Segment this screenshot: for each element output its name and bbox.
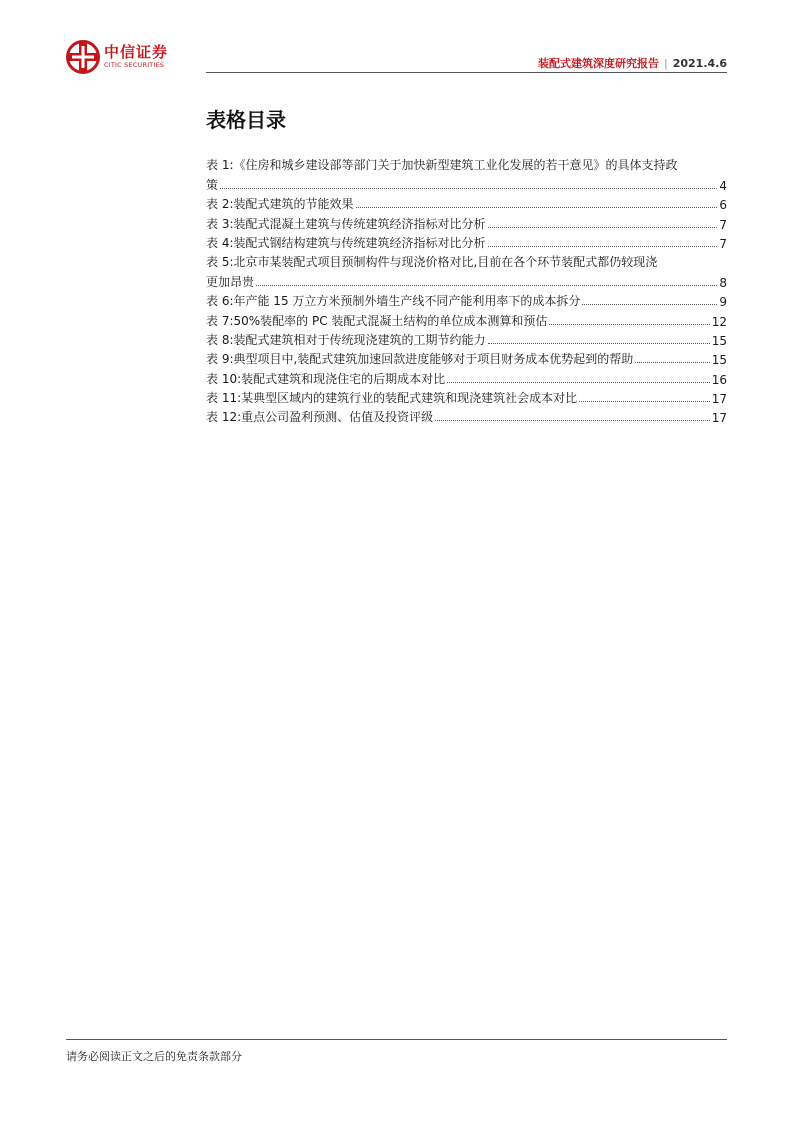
toc-entry-label: 策	[206, 177, 219, 192]
toc-entry-page: 15	[711, 333, 727, 348]
toc-entry-label: 表 7:50%装配率的 PC 装配式混凝土结构的单位成本测算和预估	[206, 313, 548, 328]
footer-disclaimer: 请务必阅读正文之后的免责条款部分	[66, 1050, 242, 1063]
toc-entry-2[interactable]	[206, 193, 727, 212]
toc-entry-1-first-line[interactable]: 表 1:《住房和城乡建设部等部门关于加快新型建筑工业化发展的若干意见》的具体支持政	[206, 158, 678, 173]
header-divider	[206, 72, 727, 73]
toc-entry-label: 表 12:重点公司盈利预测、估值及投资评级	[206, 410, 434, 425]
toc-entry-label: 表 8:装配式建筑相对于传统现浇建筑的工期节约能力	[206, 332, 486, 347]
logo-english-name: CITIC SECURITIES	[104, 61, 165, 70]
toc-entry-label: 表 6:年产能 15 万立方米预制外墙生产线不同产能利用率下的成本拆分	[206, 294, 581, 309]
toc-entry-page: 6	[719, 198, 727, 213]
toc-entry-page: 9	[719, 295, 727, 310]
toc-entry-5[interactable]	[206, 270, 727, 289]
toc-entry-label: 表 4:装配式钢结构建筑与传统建筑经济指标对比分析	[206, 235, 486, 250]
citic-logo	[66, 40, 168, 74]
toc-entry-9[interactable]	[206, 348, 727, 367]
report-date: 2021.4.6	[672, 56, 727, 70]
toc-entry-page: 7	[719, 217, 727, 232]
toc-entry-6[interactable]	[206, 290, 727, 309]
dot-leader	[488, 227, 718, 228]
toc-entry-4[interactable]	[206, 232, 727, 251]
toc-entry-label: 表 10:装配式建筑和现浇住宅的后期成本对比	[206, 371, 446, 386]
toc-entry-page: 8	[719, 275, 727, 290]
dot-leader	[635, 362, 709, 363]
toc-entry-page: 12	[711, 314, 727, 329]
toc-entry-11[interactable]	[206, 387, 727, 406]
dot-leader	[220, 188, 717, 189]
dot-leader	[447, 382, 710, 383]
toc-entry-page: 16	[711, 372, 727, 387]
logo-chinese-name: 中信证券	[104, 43, 169, 62]
toc-entry-5-first-line[interactable]: 表 5:北京市某装配式项目预制构件与现浇价格对比,目前在各个环节装配式都仍较现浇	[206, 255, 658, 270]
dot-leader	[356, 207, 718, 208]
toc-entry-page: 7	[719, 236, 727, 251]
citic-emblem-icon	[66, 40, 100, 74]
dot-leader	[549, 324, 709, 325]
toc-entry-12[interactable]	[206, 406, 727, 425]
toc-entry-page: 17	[711, 392, 727, 407]
toc-entry-10[interactable]	[206, 367, 727, 386]
dot-leader	[582, 304, 717, 305]
toc-entry-label: 表 9:典型项目中,装配式建筑加速回款进度能够对于项目财务成本优势起到的帮助	[206, 352, 634, 367]
dot-leader	[488, 246, 718, 247]
toc-entry-label: 表 11:某典型区域内的建筑行业的装配式建筑和现浇建筑社会成本对比	[206, 391, 578, 406]
report-title: 装配式建筑深度研究报告	[538, 57, 659, 70]
toc-entry-page: 15	[711, 353, 727, 368]
footer-divider	[66, 1039, 727, 1040]
toc-entry-1[interactable]	[206, 173, 727, 192]
header-separator: |	[664, 56, 668, 70]
toc-title: 表格目录	[206, 108, 286, 132]
dot-leader	[435, 420, 710, 421]
toc-entry-3[interactable]	[206, 212, 727, 231]
toc-entry-page: 17	[711, 411, 727, 426]
toc-entry-7[interactable]	[206, 309, 727, 328]
dot-leader	[579, 401, 710, 402]
report-header	[538, 55, 727, 71]
toc-entry-label: 表 2:装配式建筑的节能效果	[206, 197, 354, 212]
toc-entry-page: 4	[719, 178, 727, 193]
dot-leader	[488, 343, 710, 344]
toc-entry-label: 更加昂贵	[206, 274, 255, 289]
toc-entry-label: 表 3:装配式混凝土建筑与传统建筑经济指标对比分析	[206, 216, 486, 231]
dot-leader	[256, 285, 717, 286]
table-of-tables	[206, 154, 727, 425]
toc-entry-8[interactable]	[206, 329, 727, 348]
